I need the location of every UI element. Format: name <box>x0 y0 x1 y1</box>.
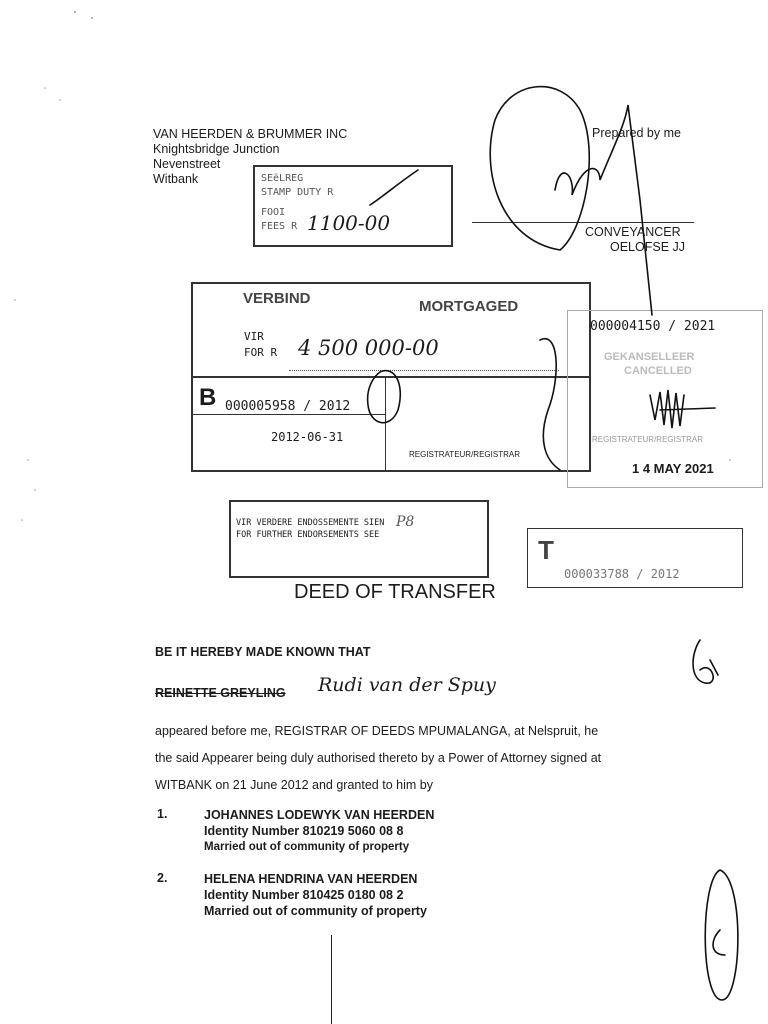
endorsement-value: P8 <box>396 514 415 530</box>
party-marital-status: Married out of community of property <box>204 904 427 918</box>
stamp-divider <box>385 376 386 470</box>
conveyancer-name: OELOFSE JJ <box>610 240 686 254</box>
firm-address-line: Nevenstreet <box>153 157 221 171</box>
transfer-stamp <box>527 528 743 588</box>
party-id: Identity Number 810425 0180 08 2 <box>204 888 404 902</box>
document-title: DEED OF TRANSFER <box>294 581 496 603</box>
cancelled-label-af: GEKANSELLEER <box>604 351 695 363</box>
registrar-label: REGISTRATEUR/REGISTRAR <box>409 450 520 459</box>
for-label-en: FOR R <box>244 346 278 359</box>
party-marital-status: Married out of community of property <box>204 841 410 853</box>
prepared-by-label: Prepared by me <box>592 126 681 140</box>
amount-line <box>289 370 559 371</box>
bond-letter: B <box>199 384 217 411</box>
bond-date: 2012-06-31 <box>271 430 344 444</box>
mortgage-amount: 4 500 000-00 <box>298 336 439 360</box>
cancellation-stamp <box>567 310 763 488</box>
cancellation-date: 1 4 MAY 2021 <box>632 461 714 476</box>
stamp-divider <box>193 414 385 415</box>
party-name: JOHANNES LODEWYK VAN HEERDEN <box>204 808 435 822</box>
fees-amount: 1100-00 <box>307 211 391 235</box>
margin-line <box>331 935 332 1024</box>
party-2 <box>157 871 557 921</box>
party-1 <box>157 807 557 857</box>
firm-address-line: Knightsbridge Junction <box>153 142 280 156</box>
transfer-number: 000033788 / 2012 <box>564 567 680 581</box>
firm-address-line: Witbank <box>153 172 199 186</box>
mortgage-label-en: MORTGAGED <box>419 298 519 315</box>
party-number: 2. <box>157 871 168 885</box>
stamp-duty-stamp <box>253 165 453 247</box>
endorsement-stamp <box>229 500 489 578</box>
stamp-duty-label-af: SEëLREG <box>261 173 304 184</box>
stamp-divider <box>193 376 589 378</box>
mortgage-stamp <box>191 282 591 472</box>
transfer-letter: T <box>538 535 554 565</box>
body-line: the said Appearer being duly authorised thereto by a Power of Attorney signed at <box>155 751 602 765</box>
endorsement-label-en: FOR FURTHER ENDORSEMENTS SEE <box>236 530 380 540</box>
intro-text: BE IT HEREBY MADE KNOWN THAT <box>155 645 371 659</box>
bond-number: 000005958 / 2012 <box>225 399 351 414</box>
body-text <box>155 718 601 799</box>
party-name: HELENA HENDRINA VAN HEERDEN <box>204 872 418 886</box>
for-label-af: VIR <box>244 330 264 343</box>
body-line: appeared before me, REGISTRAR OF DEEDS MPUMALANGA, at Nelspruit, he <box>155 724 599 738</box>
fees-label-af: FOOI <box>261 207 286 218</box>
cancel-registrar-label: REGISTRATEUR/REGISTRAR <box>592 435 703 444</box>
firm-name: VAN HEERDEN & BRUMMER INC <box>153 127 348 141</box>
fees-label-en: FEES R <box>261 221 298 232</box>
party-number: 1. <box>157 807 168 821</box>
endorsement-label-af: VIR VERDERE ENDOSSEMENTE SIEN <box>236 518 385 528</box>
mortgage-label-af: VERBIND <box>243 290 311 307</box>
stamp-duty-label-en: STAMP DUTY R <box>261 187 334 198</box>
body-line: WITBANK on 21 June 2012 and granted to him by <box>155 778 433 792</box>
party-id: Identity Number 810219 5060 08 8 <box>204 824 404 838</box>
appearer-struck: REINETTE GREYLING <box>155 686 286 700</box>
cancelled-label-en: CANCELLED <box>624 365 692 377</box>
conveyancer-role: CONVEYANCER <box>585 225 681 239</box>
appearer-handwritten: Rudi van der Spuy <box>318 674 496 696</box>
cancellation-number: 000004150 / 2021 <box>590 319 716 334</box>
signature-line <box>472 222 694 223</box>
